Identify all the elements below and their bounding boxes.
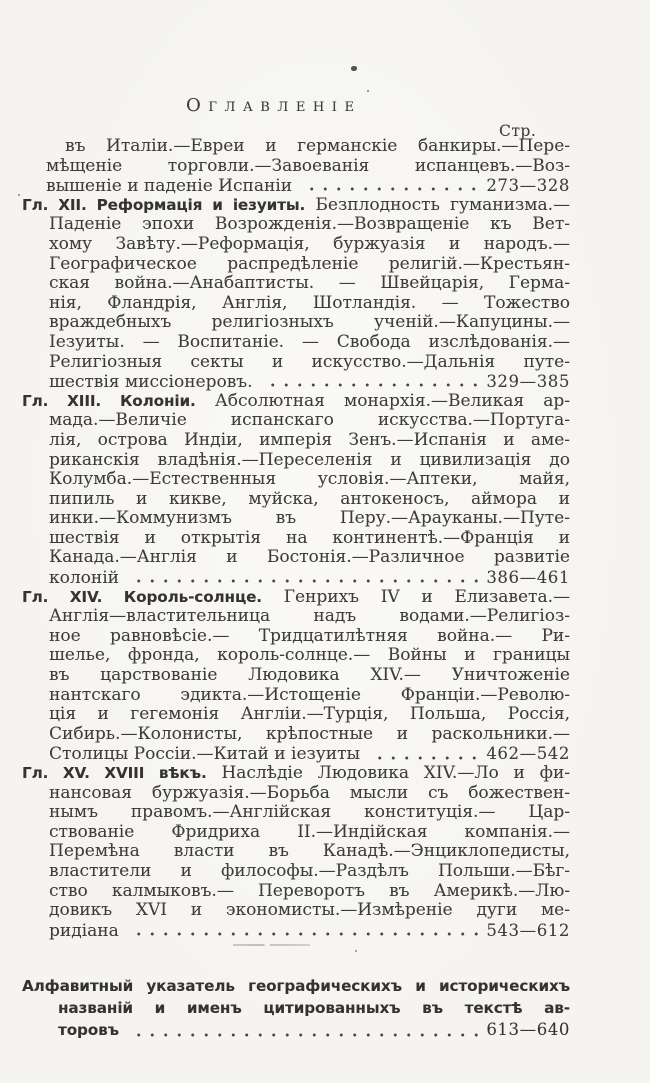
toc-line-with-pages — [22, 372, 570, 392]
toc-line-text: Безплодность гуманизма.— — [315, 195, 570, 215]
toc-line: шелье, фронда, король-солнце.— Войны и границы — [49, 646, 570, 666]
toc-line: хому Завѣту.—Реформація, буржуазія и народъ.— — [49, 234, 570, 254]
page-range: 273—328 — [486, 176, 570, 196]
toc-line: Паденіе эпохи Возрожденія.—Возвращеніе къ Вет- — [49, 215, 570, 235]
toc-line-text: Абсолютная монархія.—Великая ар- — [214, 391, 570, 411]
scan-speck — [18, 194, 20, 196]
toc-line: ская война.—Анабаптисты. — Швейцарія, Герма- — [49, 274, 570, 294]
chapter-label: Гл. XII. Реформація и іезуиты. — [22, 195, 306, 214]
toc-line: ное равновѣсіе.— Тридцатилѣтняя война.— Ри- — [49, 626, 570, 646]
chapter-label: Гл. XV. XVIII вѣкъ. — [22, 764, 207, 782]
toc-line: Перемѣна власти въ Канадѣ.—Энциклопедисты, — [49, 842, 570, 862]
toc-line-with-pages — [22, 568, 570, 588]
toc-line: пипиль и кикве, муйска, антокеносъ, аймора и — [49, 489, 570, 509]
toc-entry-chapter-12 — [22, 196, 570, 392]
scan-speck — [351, 66, 357, 71]
toc-entry-chapter-13 — [22, 392, 570, 588]
dot-leader — [264, 372, 480, 392]
scan-speck — [355, 950, 357, 952]
page-range: 613—640 — [486, 1020, 570, 1039]
toc-line: Канада.—Англія и Бостонія.—Различное развитіе — [49, 548, 570, 568]
toc-line-text: Столицы Россіи.—Китай и іезуиты — [49, 744, 361, 765]
toc-line: въ царствованіе Людовика XIV.— Уничтоженіе — [49, 666, 570, 686]
toc-line: нантскаго эдикта.—Истощеніе Франціи.—Револю- — [49, 685, 570, 705]
toc-line-text: ридіана — [49, 920, 119, 941]
toc-line: шествія и открытія на континентѣ.—Франція и — [49, 528, 570, 548]
toc-line: риканскія владѣнія.—Переселенія и цивилизація до — [49, 450, 570, 470]
toc-entry-chapter-14 — [22, 588, 570, 764]
toc-line: Сибирь.—Колонисты, крѣпостные и раскольники.— — [49, 724, 570, 744]
toc-line-text: колоній — [49, 568, 119, 589]
toc-line-text: торовъ — [58, 1021, 119, 1039]
toc-entry-continued — [22, 137, 570, 196]
page-range: 462—542 — [486, 744, 570, 764]
toc-line: Англія—властительница надъ водами.—Религіоз- — [49, 607, 570, 627]
toc-line: нансовая буржуазія.—Борьба мысли съ божествен- — [49, 783, 570, 803]
toc-line: Алфавитный указатель географическихъ и историческихъ — [22, 977, 570, 995]
toc-line-text: Генрихъ IV и Елизавета.— — [283, 587, 570, 607]
dot-leader — [371, 744, 479, 764]
dot-leader — [130, 568, 479, 588]
section-divider — [233, 944, 310, 946]
toc-line: довикъ XVI и экономисты.—Измѣреніе дуги ме- — [49, 901, 570, 921]
toc-line-with-pages — [22, 176, 570, 196]
toc-line: ція и гегемонія Англіи.—Турція, Польша, Россія, — [49, 705, 570, 725]
toc-line: мада.—Величіе испанскаго искусства.—Португа- — [49, 411, 570, 431]
toc-line: нія, Фландрія, Англія, Шотландія. — Тожество — [49, 293, 570, 313]
toc-line-text: вышеніе и паденіе Испаніи — [46, 176, 293, 197]
toc-entry-chapter-15 — [22, 764, 570, 940]
toc-line: названій и именъ цитированныхъ въ текстѣ ав- — [58, 999, 570, 1017]
dot-leader — [130, 1019, 479, 1041]
page-range: 543—612 — [486, 920, 570, 940]
toc-line-with-pages — [22, 744, 570, 764]
toc-line: враждебныхъ религіозныхъ ученій.—Капуцины.— — [49, 313, 570, 333]
page-range: 386—461 — [486, 568, 570, 588]
page-column-label: Стр. — [499, 122, 537, 140]
toc-line-with-pages — [22, 921, 570, 941]
toc-line: лія, острова Индіи, имперія Зенъ.—Испанія и аме- — [49, 430, 570, 450]
toc-line: Колумба.—Естественныя условія.—Аптеки, майя, — [49, 470, 570, 490]
chapter-label: Гл. XIII. Колоніи. — [22, 391, 196, 410]
toc-line-text: Наслѣдіе Людовика XIV.—Ло и фи- — [221, 764, 570, 783]
toc-line: ство калмыковъ.— Переворотъ въ Америкѣ.—Лю- — [49, 881, 570, 901]
toc-line: Религіозныя секты и искусство.—Дальнія путе- — [49, 352, 570, 372]
toc-line-with-pages — [22, 1019, 570, 1041]
chapter-label: Гл. XIV. Король-солнце. — [22, 587, 262, 606]
toc-line: инки.—Коммунизмъ въ Перу.—Арауканы.—Путе- — [49, 509, 570, 529]
toc-line: ствованіе Фридриха II.—Индійская компанія.— — [49, 822, 570, 842]
toc-line — [22, 196, 570, 216]
toc-line: Іезуиты. — Воспитаніе. — Свобода изслѣдованія.— — [49, 332, 570, 352]
scan-speck — [367, 90, 369, 92]
alphabetical-index-entry — [22, 975, 570, 1041]
toc-line: мѣщеніе торговли.—Завоеванія испанцевъ.—Воз- — [46, 156, 570, 176]
toc-line: Географическое распредѣленіе религій.—Крестьян- — [49, 254, 570, 274]
page-title: Оглавленіе — [186, 95, 362, 116]
toc-line: нымъ правомъ.—Англійская конституція.— Цар- — [49, 803, 570, 823]
table-of-contents — [22, 137, 570, 940]
dot-leader — [303, 176, 479, 196]
toc-line — [22, 764, 570, 784]
toc-line-text: шествія миссіонеровъ. — [49, 372, 253, 393]
page-range: 329—385 — [486, 372, 570, 392]
toc-line — [22, 588, 570, 608]
toc-line — [22, 392, 570, 412]
toc-line: властители и философы.—Раздѣлъ Польши.—Бѣг- — [49, 861, 570, 881]
dot-leader — [130, 921, 480, 941]
toc-line: въ Италіи.—Евреи и германскіе банкиры.—Пере- — [65, 137, 570, 156]
